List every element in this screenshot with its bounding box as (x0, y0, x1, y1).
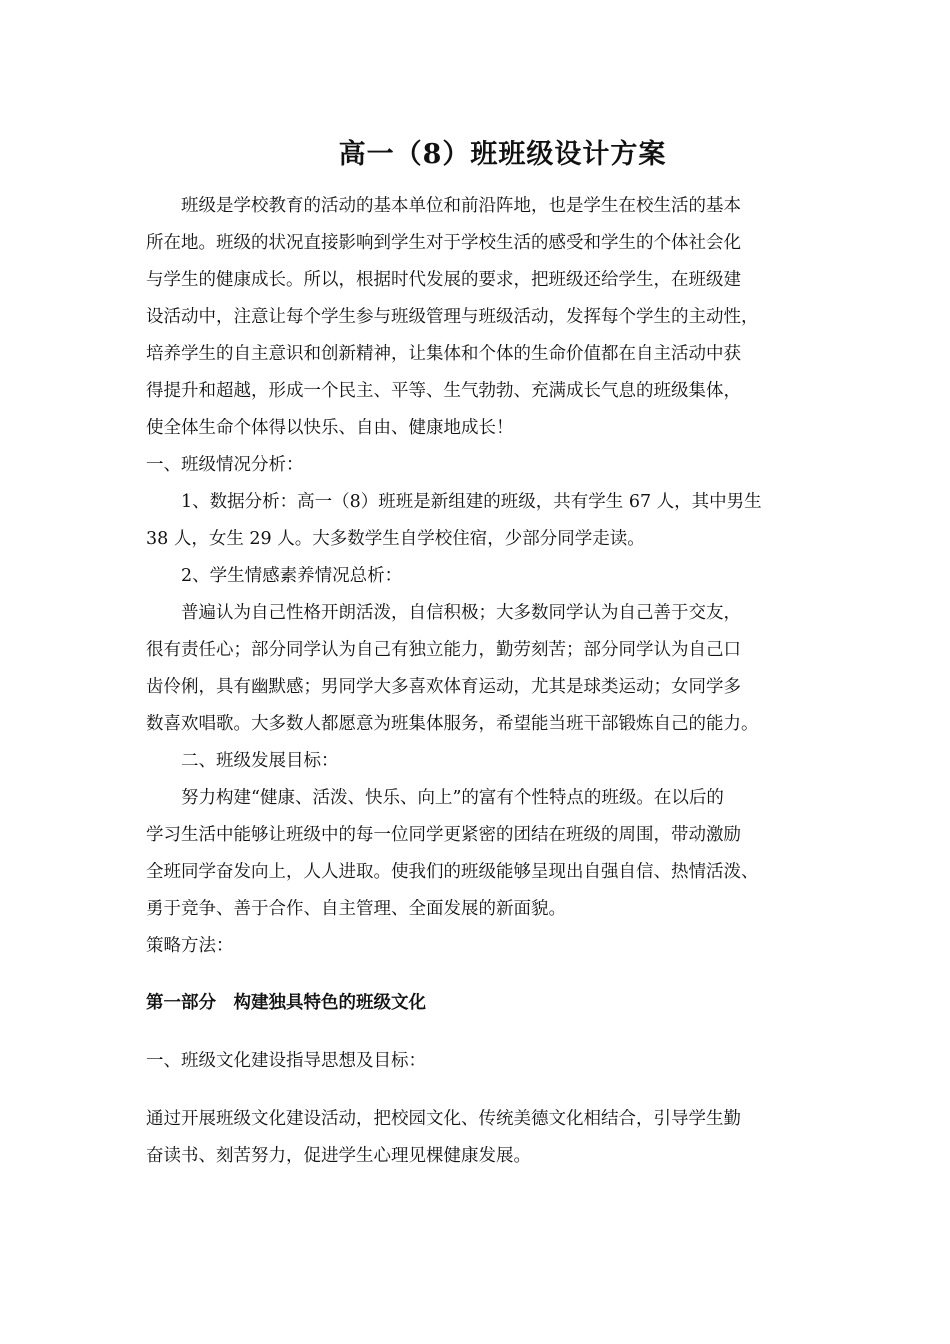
paragraph-line: 1、数据分析：高一（8）班班是新组建的班级，共有学生 67 人，其中男生 (181, 492, 762, 512)
document-title: 高一（8）班班级设计方案 (338, 139, 667, 170)
section-heading: 二、班级发展目标： (181, 751, 339, 771)
paragraph-line: 全班同学奋发向上，人人进取。使我们的班级能够呈现出自强自信、热情活泼、 (146, 862, 759, 882)
part-heading: 第一部分 构建独具特色的班级文化 (146, 993, 426, 1013)
paragraph-line: 班级是学校教育的活动的基本单位和前沿阵地，也是学生在校生活的基本 (181, 196, 741, 216)
paragraph-line: 与学生的健康成长。所以，根据时代发展的要求，把班级还给学生，在班级建 (146, 270, 741, 290)
subsection-heading: 2、学生情感素养情况总析： (181, 566, 403, 586)
paragraph-line: 使全体生命个体得以快乐、自由、健康地成长！ (146, 418, 514, 438)
paragraph-line: 设活动中，注意让每个学生参与班级管理与班级活动，发挥每个学生的主动性， (146, 307, 759, 327)
paragraph-line: 努力构建“健康、活泼、快乐、向上”的富有个性特点的班级。在以后的 (181, 788, 724, 808)
paragraph-line: 数喜欢唱歌。大多数人都愿意为班集体服务，希望能当班干部锻炼自己的能力。 (146, 714, 759, 734)
section-heading: 策略方法： (146, 936, 234, 956)
paragraph-line: 得提升和超越，形成一个民主、平等、生气勃勃、充满成长气息的班级集体， (146, 381, 741, 401)
paragraph-line: 很有责任心；部分同学认为自己有独立能力，勤劳刻苦；部分同学认为自己口 (146, 640, 741, 660)
paragraph-line: 学习生活中能够让班级中的每一位同学更紧密的团结在班级的周围，带动激励 (146, 825, 741, 845)
section-heading: 一、班级文化建设指导思想及目标： (146, 1051, 426, 1071)
section-heading: 一、班级情况分析： (146, 455, 304, 475)
paragraph-line: 所在地。班级的状况直接影响到学生对于学校生活的感受和学生的个体社会化 (146, 233, 741, 253)
paragraph-line: 38 人，女生 29 人。大多数学生自学校住宿，少部分同学走读。 (146, 529, 645, 549)
paragraph-line: 普遍认为自己性格开朗活泼，自信积极；大多数同学认为自己善于交友， (181, 603, 741, 623)
paragraph-line: 奋读书、刻苦努力，促进学生心理见棵健康发展。 (146, 1146, 531, 1166)
paragraph-line: 齿伶俐，具有幽默感；男同学大多喜欢体育运动，尤其是球类运动；女同学多 (146, 677, 741, 697)
paragraph-line: 勇于竞争、善于合作、自主管理、全面发展的新面貌。 (146, 899, 566, 919)
paragraph-line: 通过开展班级文化建设活动，把校园文化、传统美德文化相结合，引导学生勤 (146, 1109, 741, 1129)
paragraph-line: 培养学生的自主意识和创新精神，让集体和个体的生命价值都在自主活动中获 (146, 344, 741, 364)
